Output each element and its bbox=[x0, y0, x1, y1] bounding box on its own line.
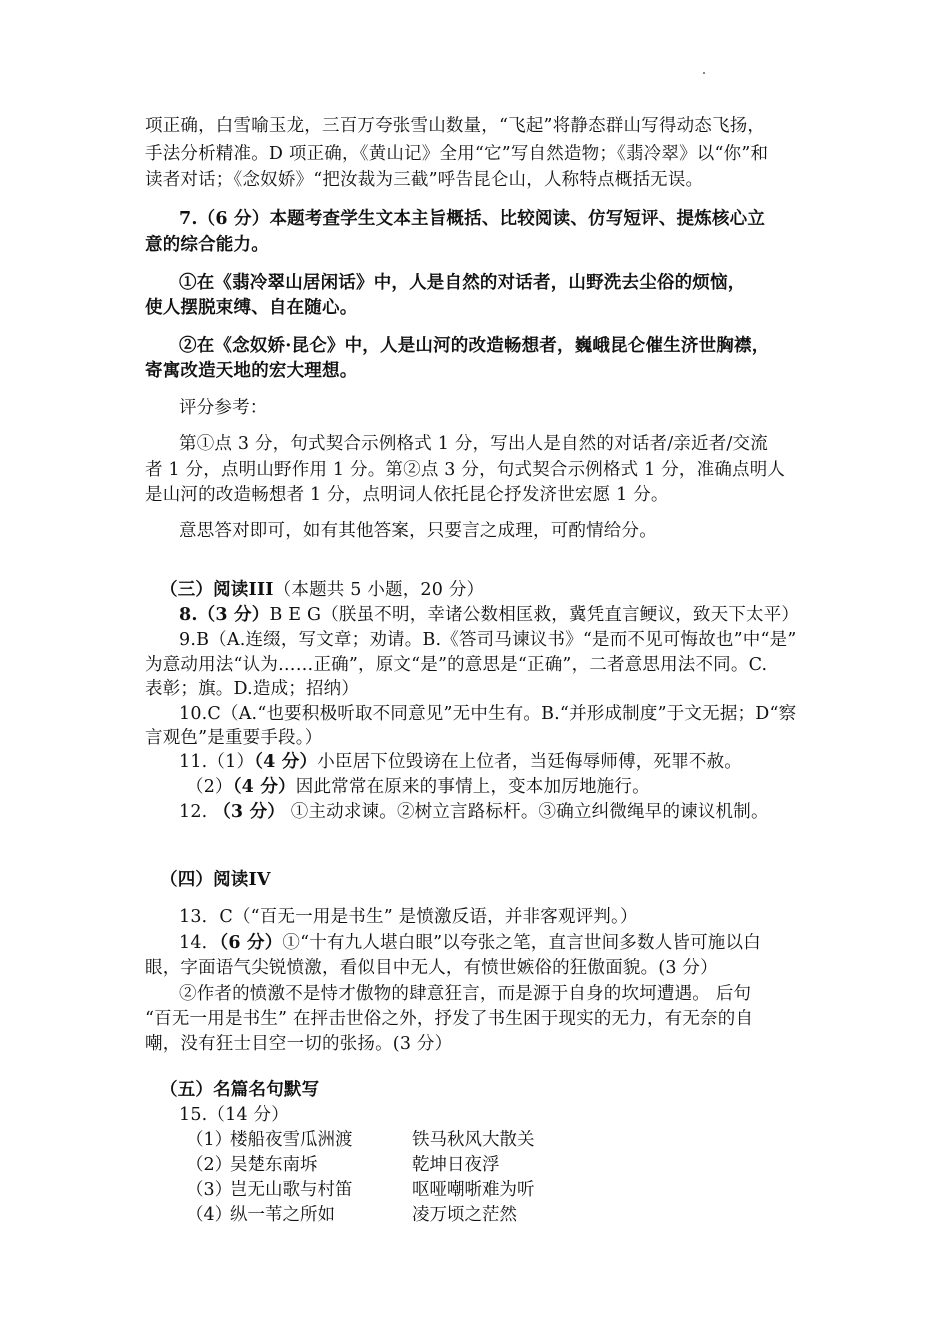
q9-answer-cont: 表彰；旗。D.造成；招纳） bbox=[145, 679, 360, 699]
scoring-line: 者 1 分，点明山野作用 1 分。第②点 3 分，句式契合示例格式 1 分，准确点明人 bbox=[145, 460, 786, 480]
scoring-note: 意思答对即可，如有其他答案，只要言之成理，可酌情给分。 bbox=[179, 521, 657, 541]
q7-answer-1-cont: 使人摆脱束缚、自在随心。 bbox=[145, 298, 358, 318]
section-3-title: （三）阅读III（本题共 5 小题，20 分） bbox=[160, 580, 485, 600]
recitation-answer-a: 岂无山歌与村笛 bbox=[230, 1180, 353, 1200]
q7-answer-2-cont: 寄寓改造天地的宏大理想。 bbox=[145, 361, 358, 381]
q7-answer-1: ①在《翡冷翠山居闲话》中，人是自然的对话者，山野洗去尘俗的烦恼， bbox=[179, 273, 746, 293]
recitation-answer-a: 纵一苇之所如 bbox=[230, 1205, 335, 1225]
q7-heading-cont: 意的综合能力。 bbox=[145, 235, 269, 255]
q8-answer: 8.（3 分）B E G（朕虽不明，幸诸公数相匡救，冀凭直言鲠议，致天下太平） bbox=[179, 605, 800, 625]
recitation-answer-a: 楼船夜雪瓜洲渡 bbox=[230, 1130, 353, 1150]
text-line: 读者对话；《念奴娇》“把汝裁为三截”呼告昆仑山，人称特点概括无误。 bbox=[145, 170, 704, 190]
q7-answer-2: ②在《念奴娇·昆仑》中，人是山河的改造畅想者，巍峨昆仑催生济世胸襟， bbox=[179, 336, 770, 356]
scoring-reference-label: 评分参考： bbox=[179, 398, 268, 418]
q10-answer: 10.C（A.“也要积极听取不同意见”无中生有。B.“并形成制度”于文无据；D“察 bbox=[179, 704, 797, 724]
text-line: 项正确，白雪喻玉龙，三百万夸张雪山数量，“飞起”将静态群山写得动态飞扬， bbox=[145, 116, 766, 136]
q10-answer-cont: 言观色”是重要手段。） bbox=[145, 728, 323, 748]
q12-answer: 12. （3 分） ①主动求谏。②树立言路标杆。③确立纠微绳早的谏议机制。 bbox=[179, 802, 769, 822]
scoring-line: 是山河的改造畅想者 1 分，点明词人依托昆仑抒发济世宏愿 1 分。 bbox=[145, 485, 669, 505]
recitation-answer-a: 吴楚东南坼 bbox=[230, 1155, 318, 1175]
recitation-answer-b: 凌万顷之茫然 bbox=[412, 1205, 517, 1225]
recitation-number: （2） bbox=[186, 1155, 233, 1175]
q9-answer-cont: 为意动用法“认为……正确”，原文“是”的意思是“正确”，二者意思用法不同。C. bbox=[145, 655, 768, 675]
q9-answer: 9.B（A.连缀，写文章；劝请。B.《答司马谏议书》“是而不见可悔故也”中“是” bbox=[179, 630, 797, 650]
q7-heading: 7.（6 分）本题考查学生文本主旨概括、比较阅读、仿写短评、提炼核心立 bbox=[179, 209, 766, 229]
section-5-title: （五）名篇名句默写 bbox=[160, 1080, 320, 1100]
q13-answer: 13．C（“百无一用是书生” 是愤激反语，并非客观评判。） bbox=[179, 907, 638, 927]
scoring-line: 第①点 3 分，句式契合示例格式 1 分，写出人是自然的对话者/亲近者/交流 bbox=[179, 434, 768, 454]
q14-answer: 14．（6 分）①“十有九人堪白眼”以夸张之笔，直言世间多数人皆可施以白 bbox=[179, 933, 761, 953]
recitation-number: （4） bbox=[186, 1205, 233, 1225]
q14-answer-cont: 眼，字面语气尖锐愤激，看似目中无人，有愤世嫉俗的狂傲面貌。(3 分） bbox=[145, 958, 718, 978]
q11-1-answer: 11.（1）（4 分）小臣居下位毁谤在上位者，当廷侮辱师傅，死罪不赦。 bbox=[179, 752, 743, 772]
q14-answer-2: ②作者的愤激不是恃才傲物的肆意狂言，而是源于自身的坎坷遭遇。 后句 bbox=[179, 984, 752, 1004]
q15-heading: 15.（14 分） bbox=[179, 1105, 289, 1125]
text-line: 手法分析精准。D 项正确，《黄山记》全用“它”写自然造物；《翡冷翠》以“你”和 bbox=[145, 144, 769, 164]
recitation-number: （3） bbox=[186, 1180, 233, 1200]
recitation-answer-b: 呕哑嘲哳难为听 bbox=[412, 1180, 535, 1200]
scan-dot bbox=[703, 72, 705, 74]
section-4-title: （四）阅读IV bbox=[160, 870, 271, 890]
recitation-number: （1） bbox=[186, 1130, 233, 1150]
q14-answer-cont: 嘲，没有狂士目空一切的张扬。(3 分） bbox=[145, 1034, 453, 1054]
q14-answer-cont: “百无一用是书生” 在抨击世俗之外，抒发了书生困于现实的无力，有无奈的自 bbox=[145, 1009, 754, 1029]
recitation-answer-b: 乾坤日夜浮 bbox=[412, 1155, 500, 1175]
q11-2-answer: （2）（4 分）因此常常在原来的事情上，变本加厉地施行。 bbox=[186, 777, 650, 797]
recitation-answer-b: 铁马秋风大散关 bbox=[412, 1130, 535, 1150]
